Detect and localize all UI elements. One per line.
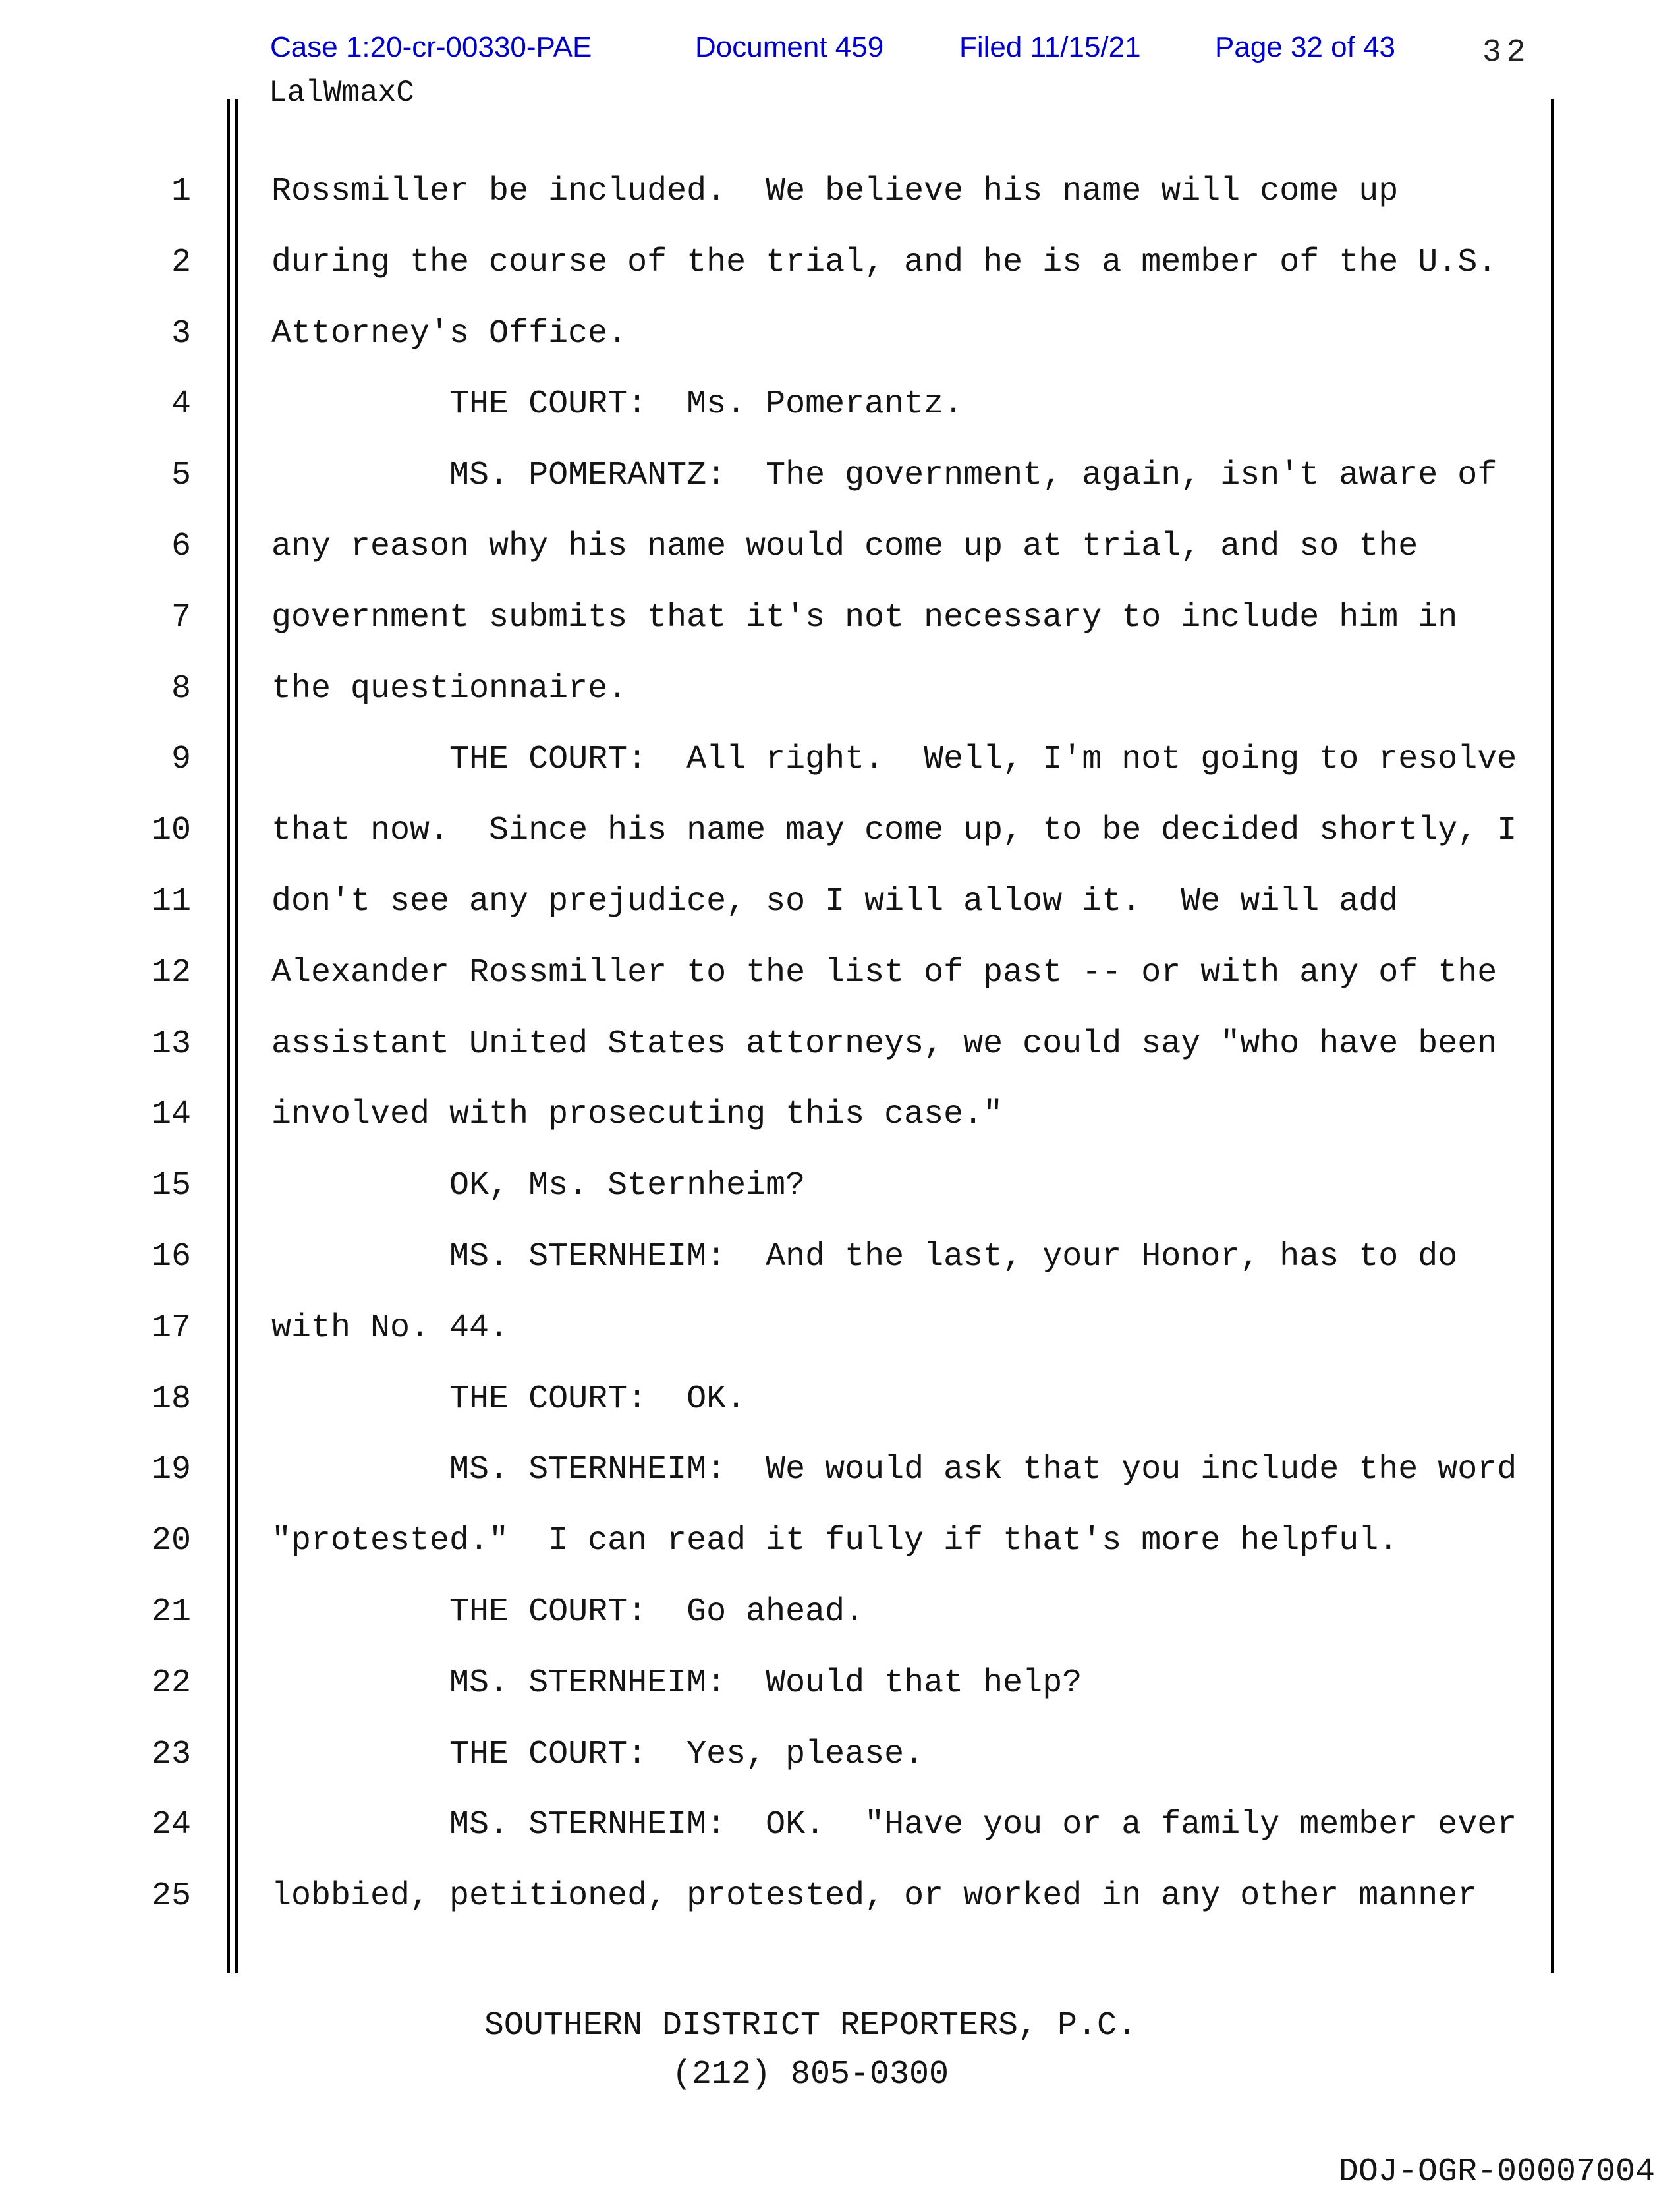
line-text: Rossmiller be included. We believe his name will come up [271, 173, 1399, 210]
transcript-line [0, 1506, 1680, 1577]
transcript-line [0, 582, 1680, 654]
line-number: 20 [151, 1522, 191, 1560]
header-document-number: Document 459 [695, 31, 884, 63]
line-text: the questionnaire. [271, 669, 628, 708]
transcript-line [0, 1009, 1680, 1080]
line-number: 17 [151, 1309, 191, 1347]
line-text: that now. Since his name may come up, to be decided shortly, I [271, 812, 1517, 850]
line-text: MS. STERNHEIM: OK. "Have you or a family member ever [271, 1806, 1517, 1844]
line-text: any reason why his name would come up at trial, and so the [271, 527, 1418, 565]
transcript-line [0, 1577, 1680, 1648]
header-filed-date: Filed 11/15/21 [959, 31, 1141, 63]
transcript-line [0, 511, 1680, 582]
transcript-line [0, 1434, 1680, 1506]
transcript-line [0, 654, 1680, 725]
line-text: Attorney's Office. [271, 314, 628, 353]
line-number: 9 [171, 741, 191, 779]
line-number: 10 [151, 812, 191, 850]
line-number: 14 [151, 1096, 191, 1134]
transcript-line [0, 227, 1680, 298]
transcript-line [0, 440, 1680, 511]
transcript-line [0, 369, 1680, 440]
line-text: THE COURT: Yes, please. [271, 1735, 924, 1773]
line-text: THE COURT: Ms. Pomerantz. [271, 385, 964, 424]
transcript-line [0, 1222, 1680, 1293]
transcript-lines [0, 156, 1680, 1932]
line-text: MS. POMERANTZ: The government, again, isn't aware of [271, 457, 1498, 495]
line-number: 12 [151, 953, 191, 992]
reporter-footer [0, 2002, 1621, 2099]
transcript-line [0, 1861, 1680, 1932]
line-number: 16 [151, 1237, 191, 1276]
transcript-line [0, 1150, 1680, 1222]
line-number: 4 [171, 385, 191, 424]
transcript-line [0, 724, 1680, 795]
line-text: with No. 44. [271, 1309, 509, 1347]
line-text: assistant United States attorneys, we could say "who have been [271, 1025, 1498, 1063]
line-number: 21 [151, 1593, 191, 1631]
line-number: 24 [151, 1806, 191, 1844]
line-text: Alexander Rossmiller to the list of past -- or with any of the [271, 953, 1498, 992]
line-text: MS. STERNHEIM: And the last, your Honor, has to do [271, 1237, 1458, 1276]
line-number: 1 [171, 173, 191, 210]
line-number: 15 [151, 1167, 191, 1205]
header-page-of: Page 32 of 43 [1215, 31, 1396, 63]
page-number: 32 [1482, 35, 1531, 71]
line-number: 18 [151, 1380, 191, 1418]
transcript-line [0, 1719, 1680, 1790]
line-number: 25 [151, 1877, 191, 1915]
line-text: during the course of the trial, and he is a member of the U.S. [271, 243, 1498, 281]
line-number: 6 [171, 527, 191, 565]
line-text: THE COURT: OK. [271, 1380, 746, 1418]
line-text: THE COURT: All right. Well, I'm not going to resolve [271, 741, 1517, 779]
transcript-line [0, 1293, 1680, 1364]
line-text: OK, Ms. Sternheim? [271, 1167, 806, 1205]
line-number: 5 [171, 457, 191, 495]
line-text: MS. STERNHEIM: We would ask that you include the word [271, 1451, 1517, 1489]
line-number: 22 [151, 1664, 191, 1702]
line-text: THE COURT: Go ahead. [271, 1593, 865, 1631]
transcript-line [0, 298, 1680, 370]
line-text: lobbied, petitioned, protested, or worked in any other manner [271, 1877, 1478, 1915]
transcript-line [0, 1079, 1680, 1150]
line-text: don't see any prejudice, so I will allow it. We will add [271, 882, 1399, 921]
transcript-line [0, 156, 1680, 227]
reporter-name: SOUTHERN DISTRICT REPORTERS, P.C. [484, 2007, 1137, 2045]
transcript-id: LalWmaxC [269, 76, 414, 110]
line-text: involved with prosecuting this case." [271, 1096, 1003, 1134]
line-number: 13 [151, 1025, 191, 1063]
line-text: MS. STERNHEIM: Would that help? [271, 1664, 1082, 1702]
transcript-line [0, 795, 1680, 866]
transcript-line [0, 866, 1680, 938]
bates-number: DOJ-OGR-00007004 [1338, 2153, 1655, 2191]
line-text: "protested." I can read it fully if that's more helpful. [271, 1522, 1399, 1560]
line-number: 11 [151, 882, 191, 921]
reporter-phone: (212) 805-0300 [671, 2056, 949, 2093]
transcript-line [0, 1790, 1680, 1861]
header-case-number: Case 1:20-cr-00330-PAE [270, 31, 592, 63]
transcript-line [0, 938, 1680, 1009]
line-number: 19 [151, 1451, 191, 1489]
line-number: 23 [151, 1735, 191, 1773]
transcript-line [0, 1364, 1680, 1435]
line-number: 7 [171, 598, 191, 637]
transcript-line [0, 1648, 1680, 1719]
line-number: 2 [171, 243, 191, 281]
line-number: 8 [171, 669, 191, 708]
line-number: 3 [171, 314, 191, 353]
line-text: government submits that it's not necessary to include him in [271, 598, 1458, 637]
